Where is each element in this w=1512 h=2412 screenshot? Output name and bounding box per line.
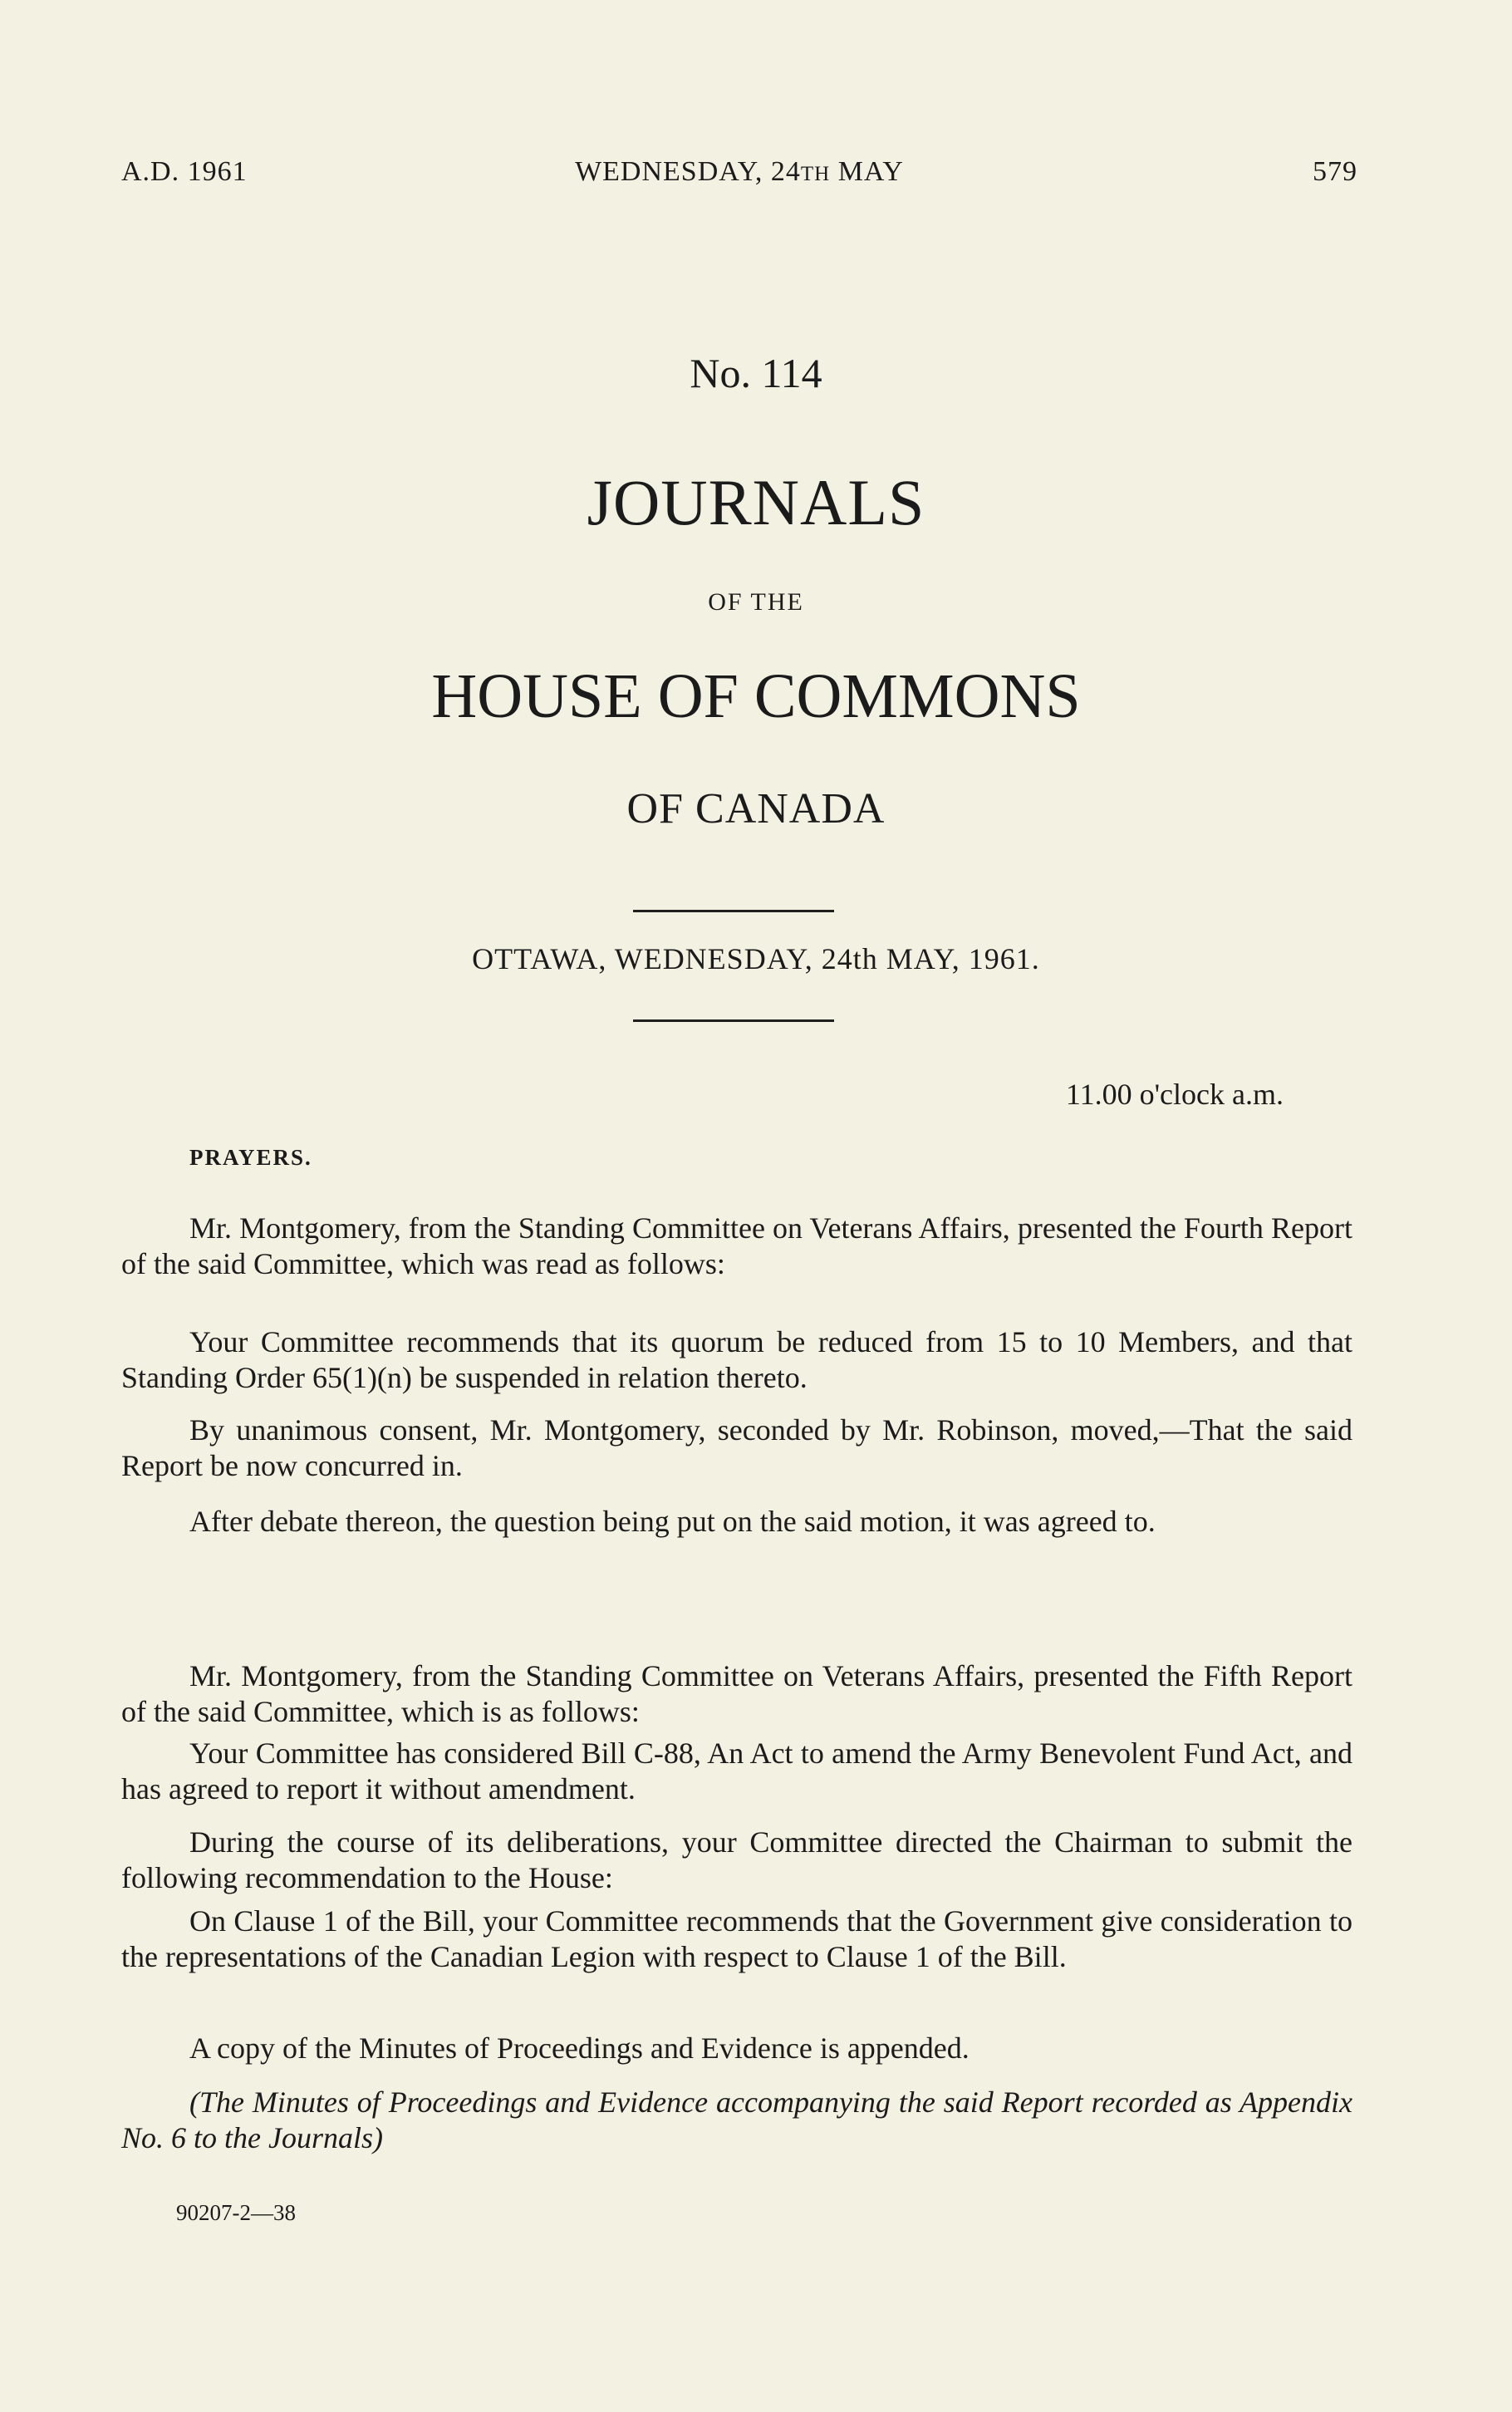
prayers-heading: PRAYERS.: [189, 1145, 312, 1170]
paragraph-motion-agreed: After debate thereon, the question being put on the said motion, it was agreed to.: [189, 1505, 1156, 1538]
paragraph-concurrence-motion: By unanimous consent, Mr. Montgomery, seconded by Mr. Robinson, moved,—That the said Report be now concurred in.: [121, 1413, 1352, 1482]
header-date-main: WEDNESDAY, 24: [575, 156, 801, 187]
header-date: [121, 151, 1357, 195]
header-date-month: MAY: [830, 156, 904, 187]
header-date-suffix: TH: [800, 163, 831, 185]
paragraph-minutes-appended: A copy of the Minutes of Proceedings and Evidence is appended.: [189, 2031, 970, 2065]
paragraph-deliberations: During the course of its deliberations, your Committee directed the Chairman to submit the following recommendation to the House:: [121, 1825, 1352, 1894]
print-code: 90207-2—38: [176, 2200, 296, 2225]
divider-rule: [633, 1019, 834, 1022]
paragraph-bill-c88: Your Committee has considered Bill C-88, An Act to amend the Army Benevolent Fund Act, and has agreed to report it without amendment.: [121, 1737, 1352, 1805]
sitting-time: 11.00 o'clock a.m.: [1065, 1078, 1284, 1111]
issue-number: No. 114: [690, 350, 822, 396]
journals-title: JOURNALS: [587, 466, 925, 538]
running-header: [121, 151, 1357, 193]
page-number: 579: [1313, 156, 1357, 187]
header-year: A.D. 1961: [121, 156, 248, 187]
paragraph-appendix-note: (The Minutes of Proceedings and Evidence accompanying the said Report recorded as Appendix No. 6 to the Journals): [121, 2085, 1352, 2154]
paragraph-fourth-report: Mr. Montgomery, from the Standing Committee on Veterans Affairs, presented the Fourth Report of the said Committee, which was read as follows:: [121, 1211, 1352, 1280]
divider-rule: [633, 910, 834, 912]
paragraph-fifth-report: Mr. Montgomery, from the Standing Committee on Veterans Affairs, presented the Fifth Report of the said Committee, which is as follows:: [121, 1659, 1352, 1728]
paragraph-clause-recommendation: On Clause 1 of the Bill, your Committee recommends that the Government give consideration to the representations of the Canadian Legion with respect to Clause 1 of the Bill.: [121, 1904, 1352, 1973]
sitting-date-line: OTTAWA, WEDNESDAY, 24th MAY, 1961.: [472, 942, 1040, 975]
of-canada-label: OF CANADA: [626, 785, 886, 833]
paragraph-quorum-recommendation: Your Committee recommends that its quorum be reduced from 15 to 10 Members, and that Standing Order 65(1)(n) be suspended in relation thereto.: [121, 1325, 1352, 1394]
house-of-commons-title: HOUSE OF COMMONS: [431, 661, 1081, 731]
of-the-label: OF THE: [708, 588, 804, 616]
